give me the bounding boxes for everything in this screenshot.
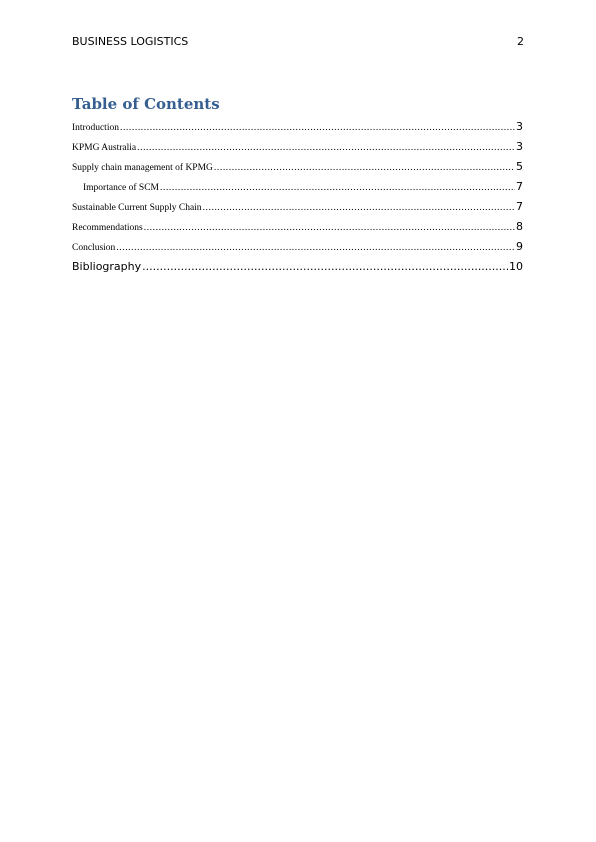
toc-dot-leader [142, 258, 508, 276]
toc-entry-page: 7 [516, 180, 523, 193]
toc-entry-label: Supply chain management of KPMG [72, 163, 213, 173]
table-of-contents [72, 118, 523, 278]
toc-entry-label: Conclusion [72, 243, 116, 253]
toc-entry-page: 3 [516, 140, 523, 153]
toc-entry-recommendations[interactable] [72, 218, 523, 238]
toc-entry-supply-chain-management[interactable] [72, 158, 523, 178]
toc-entry-kpmg-australia[interactable] [72, 138, 523, 158]
toc-dot-leader [120, 119, 515, 137]
toc-entry-page: 3 [516, 120, 523, 133]
toc-entry-sustainable-supply-chain[interactable] [72, 198, 523, 218]
header-page-number: 2 [517, 35, 524, 48]
toc-dot-leader [203, 199, 515, 217]
toc-entry-label: Bibliography [72, 260, 142, 273]
toc-dot-leader [214, 159, 515, 177]
toc-dot-leader [144, 219, 515, 237]
toc-entry-page: 8 [516, 220, 523, 233]
toc-dot-leader [160, 179, 515, 197]
toc-dot-leader [137, 139, 515, 157]
toc-entry-page: 9 [516, 240, 523, 253]
toc-entry-label: Importance of SCM [83, 183, 159, 193]
toc-entry-importance-of-scm[interactable] [72, 178, 523, 198]
toc-entry-label: KPMG Australia [72, 143, 137, 153]
page-header [72, 35, 524, 49]
toc-entry-page: 10 [509, 260, 523, 273]
toc-dot-leader [116, 239, 515, 257]
header-title: BUSINESS LOGISTICS [72, 35, 189, 48]
toc-entry-label: Recommendations [72, 223, 143, 233]
toc-heading: Table of Contents [72, 95, 220, 113]
toc-entry-page: 7 [516, 200, 523, 213]
toc-entry-page: 5 [516, 160, 523, 173]
toc-entry-bibliography[interactable] [72, 258, 523, 278]
toc-entry-label: Sustainable Current Supply Chain [72, 203, 202, 213]
toc-entry-conclusion[interactable] [72, 238, 523, 258]
toc-entry-introduction[interactable] [72, 118, 523, 138]
toc-entry-label: Introduction [72, 123, 119, 133]
